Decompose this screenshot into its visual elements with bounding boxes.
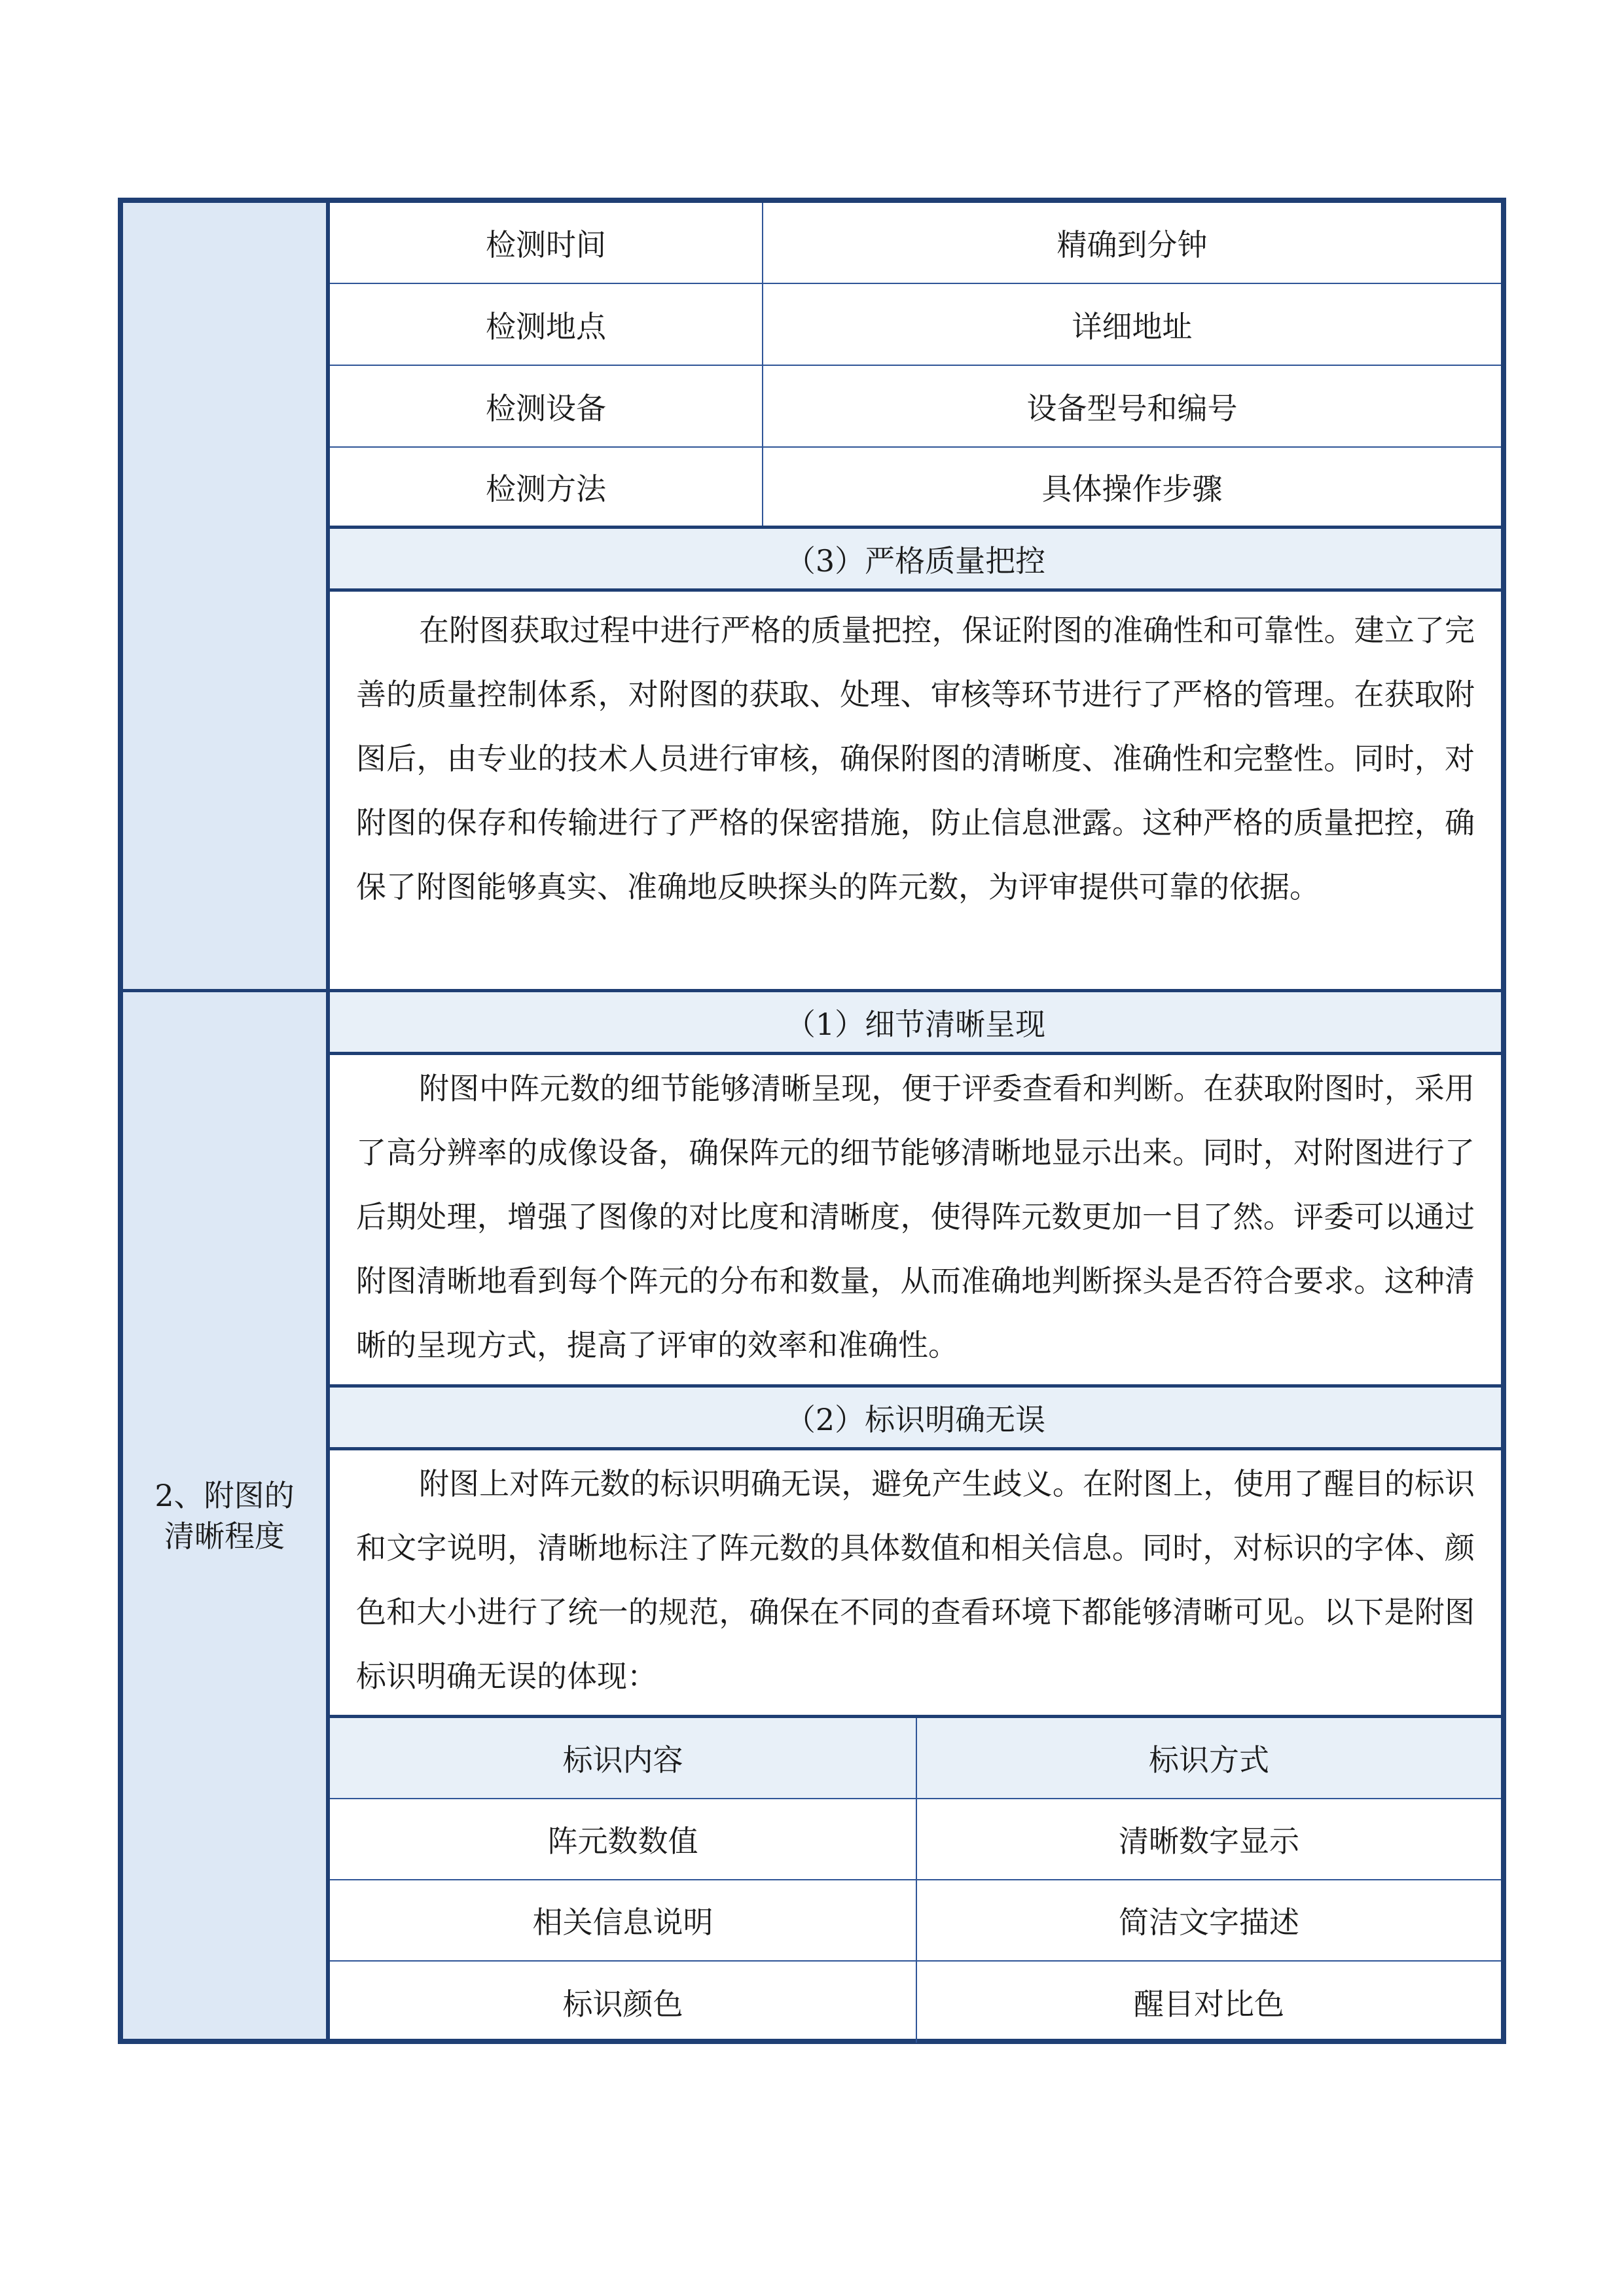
- section-clarity: [123, 992, 1501, 2039]
- detail-requirement: 设备型号和编号: [1026, 390, 1238, 426]
- subheading-label-accuracy: （2）标识明确无误: [785, 1401, 1046, 1437]
- table-row: [330, 1880, 1501, 1962]
- detail-item: 检测地点: [330, 284, 763, 365]
- section2-content: [330, 992, 1501, 2039]
- detail-row: [330, 448, 1501, 529]
- label-method-cell: 清晰数字显示: [1119, 1823, 1299, 1859]
- label-content-cell: 标识颜色: [330, 1962, 917, 2043]
- section-quality-control: [123, 203, 1501, 992]
- table-row: [330, 1799, 1501, 1880]
- header-label-method: 标识方式: [1149, 1742, 1269, 1778]
- subheading-detail-clarity: （1）细节清晰呈现: [785, 1006, 1046, 1042]
- section2-label-cell: [123, 992, 330, 2039]
- subheading-row: [330, 1388, 1501, 1450]
- label-method-cell: 简洁文字描述: [1119, 1905, 1299, 1940]
- detail-item: 检测方法: [330, 448, 763, 526]
- label-table-header: [330, 1718, 1501, 1799]
- subheading-row: [330, 992, 1501, 1055]
- detail-requirement: 精确到分钟: [1056, 227, 1208, 262]
- form-table: [118, 198, 1506, 2044]
- paragraph-row: [330, 592, 1501, 989]
- detail-row: [330, 366, 1501, 448]
- subheading-row: [330, 529, 1501, 592]
- label-accuracy-paragraph: 附图上对阵元数的标识明确无误，避免产生歧义。在附图上，使用了醒目的标识和文字说明，清晰地标注了阵元数的具体数值和相关信息。同时，对标识的字体、颜色和大小进行了统一的规范，确保在不同的查看环境下都能够清晰可见。以下是附图标识明确无误的体现：: [356, 1466, 1475, 1694]
- detail-row: [330, 203, 1501, 284]
- quality-control-paragraph: 在附图获取过程中进行严格的质量把控，保证附图的准确性和可靠性。建立了完善的质量控制体系，对附图的获取、处理、审核等环节进行了严格的管理。在获取附图后，由专业的技术人员进行审核，确保附图的清晰度、准确性和完整性。同时，对附图的保存和传输进行了严格的保密措施，防止信息泄露。这种严格的质量把控，确保了附图能够真实、准确地反映探头的阵元数，为评审提供可靠的依据。: [356, 613, 1475, 905]
- detail-row: [330, 284, 1501, 366]
- section1-content: [330, 203, 1501, 989]
- label-content-cell: 相关信息说明: [330, 1880, 917, 1960]
- subheading-quality-control: （3）严格质量把控: [785, 543, 1046, 579]
- detail-item: 检测设备: [330, 366, 763, 446]
- label-content-cell: 阵元数数值: [330, 1799, 917, 1879]
- detail-requirement: 具体操作步骤: [1041, 471, 1223, 507]
- paragraph-row: [330, 1055, 1501, 1388]
- detail-requirement: 详细地址: [1072, 308, 1193, 344]
- header-label-content: 标识内容: [330, 1718, 917, 1798]
- detail-clarity-paragraph: 附图中阵元数的细节能够清晰呈现，便于评委查看和判断。在获取附图时，采用了高分辨率的成像设备，确保阵元的细节能够清晰地显示出来。同时，对附图进行了后期处理，增强了图像的对比度和清晰度，使得阵元数更加一目了然。评委可以通过附图清晰地看到每个阵元的分布和数量，从而准确地判断探头是否符合要求。这种清晰的呈现方式，提高了评审的效率和准确性。: [356, 1071, 1475, 1363]
- section1-label-cell: [123, 203, 330, 989]
- label-method-cell: 醒目对比色: [1134, 1986, 1284, 2022]
- paragraph-row: [330, 1450, 1501, 1718]
- table-row: [330, 1962, 1501, 2043]
- section2-label: 2、附图的清晰程度: [154, 1477, 295, 1554]
- detail-item: 检测时间: [330, 203, 763, 283]
